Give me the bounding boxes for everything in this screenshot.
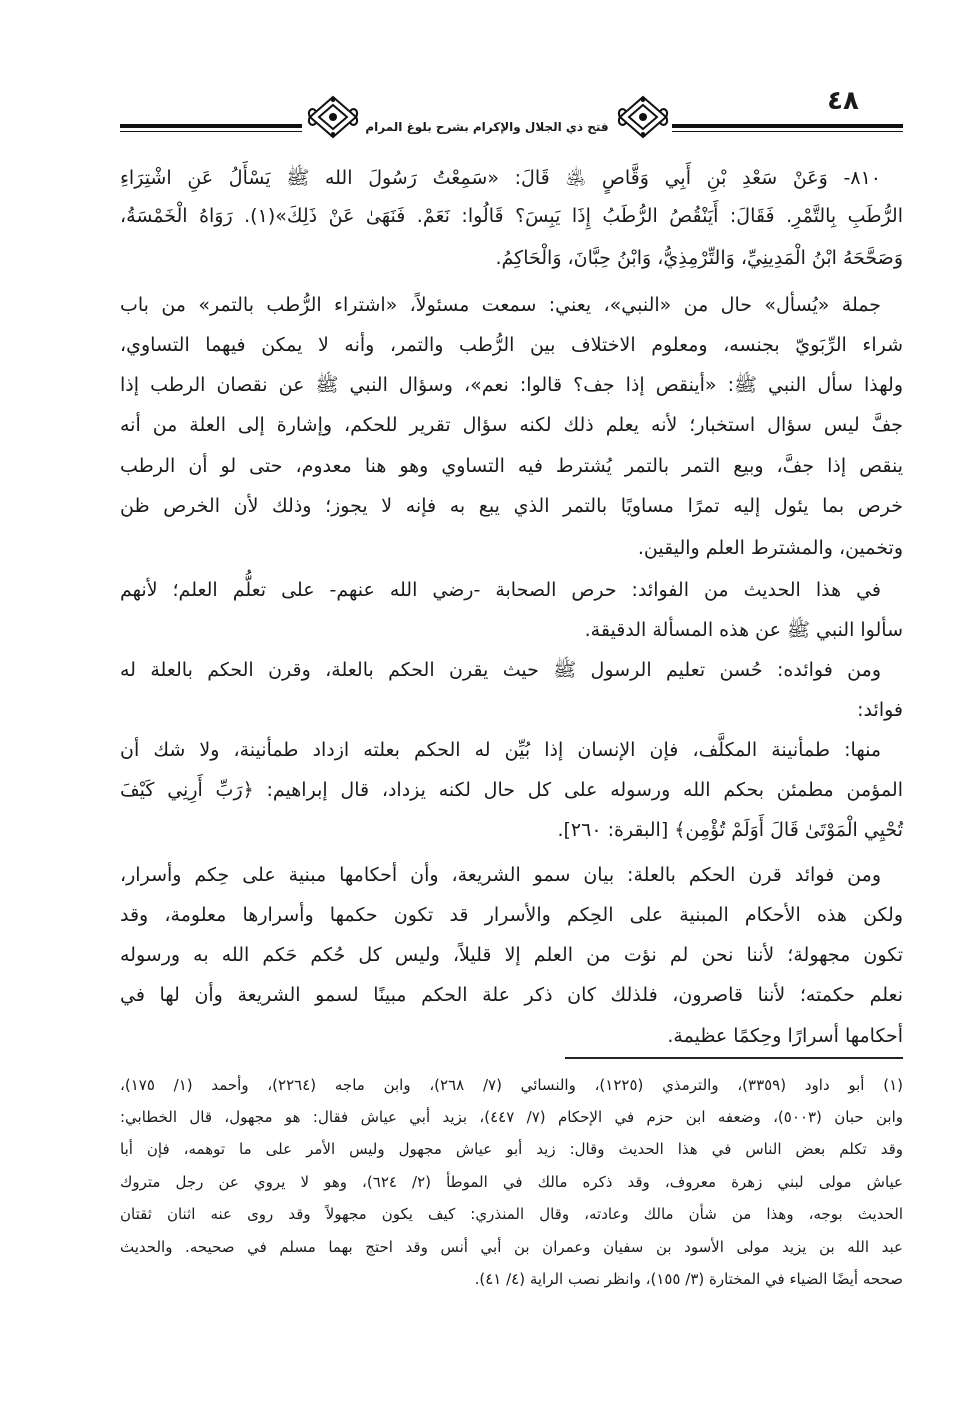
hadith-line: الرُّطَبِ بِالتَّمْرِ. فَقَالَ: أَيَنْقُصُ الرُّطَبُ إِذَا يَبِسَ؟ قَالُوا: نَعَمْ. فَنَهَىٰ عَنْ ذَلِكَ»(١). رَوَاهُ الْخَمْسَةُ،	[120, 205, 904, 227]
header-rule-left	[120, 124, 302, 128]
footnote-line: (١) أبو داود (٣٣٥٩)، والترمذي (١٢٢٥)، والنسائي (٧/ ٢٦٨)، وابن ماجه (٢٢٦٤)، وأحمد (١/ ١٧٥)،	[120, 1076, 904, 1094]
body-line: منها: طمأنينة المكلَّف، فإن الإنسان إذا بُيِّن له الحكم بعلته ازداد طمأنينة، ولا شك أن	[120, 739, 881, 761]
footnote-line: عبد الله بن يزيد مولى الأسود بن سفيان وعمران بن أبي أنس وقد احتج بهما مسلم في صحيحه. والحديث	[120, 1238, 903, 1256]
book-title: فتح ذي الجلال والإكرام بشرح بلوغ المرام	[365, 120, 609, 134]
hadith-line: وَصَحَّحَهُ ابْنُ الْمَدِينِيِّ، وَالتِّرْمِذِيُّ، وَابْنُ حِبَّانَ، وَالْحَاكِمُ.	[495, 247, 903, 269]
footnote-line: صححه أيضًا الضياء في المختارة (٣/ ١٥٥)، وانظر نصب الراية (٤/ ٤١).	[474, 1270, 903, 1288]
body-line: تكون مجهولة؛ لأننا نحن لم نؤت من العلم إلا قليلاً، وليس كل حُكم حَكم الله به ورسوله	[120, 944, 903, 966]
body-line: جفَّ ليس سؤال استخبار؛ لأنه يعلم ذلك لكنه سؤال تقرير للحكم، وإشارة إلى العلة من أنه	[120, 414, 903, 436]
body-line: نعلم حكمته؛ لأننا قاصرون، فلذلك كان ذكر علة الحكم مبينًا لسمو الشريعة وأن لها في	[120, 984, 903, 1006]
page-number: ٤٨	[827, 86, 859, 116]
body-line: المؤمن مطمئن بحكم الله ورسوله على كل حال لكنه يزداد، قال إبراهيم: ﴿رَبِّ أَرِنِي كَيْفَ	[120, 779, 903, 801]
footnote-line: الحديث بوجه، وهذا من شأن مالك وعادته، وقال المنذري: كيف يكون مجهولاً وقد روى عنه اثنان ثقتان	[120, 1205, 903, 1223]
body-line: ولهذا سأل النبي ﷺ: «أينقص إذا جف؟ قالوا: نعم»، وسؤال النبي ﷺ عن نقصان الرطب إذا	[120, 374, 903, 396]
quran-verse-line: تُحْيِي الْمَوْتَىٰ قَالَ أَوَلَمْ تُؤْمِن﴾ [البقرة: ٢٦٠].	[557, 819, 903, 841]
ornament-right-icon	[614, 94, 672, 140]
body-line: جملة «يُسأل» حال من «النبي»، يعني: سمعت مسئولاً، «اشتراء الرُّطب بالتمر» من باب	[120, 294, 881, 316]
body-line: ينقص إذا جفَّ، وبيع التمر بالتمر يُشترط فيه التساوي وهو هنا معدوم، حتى لو أن الرطب	[120, 455, 903, 477]
ornament-left-icon	[304, 94, 362, 140]
body-line: سألوا النبي ﷺ عن هذه المسألة الدقيقة.	[584, 619, 903, 641]
header-rule-right-thin	[672, 131, 903, 132]
header-rule-left-thin	[120, 131, 302, 132]
body-line: في هذا الحديث من الفوائد: حرص الصحابة -رضي الله عنهم- على تعلُّم العلم؛ لأنهم	[120, 579, 881, 601]
hadith-line: ٨١٠- وَعَنْ سَعْدِ بْنِ أَبِي وَقَّاصٍ ﵁ قَالَ: «سَمِعْتُ رَسُولَ الله ﷺ يَسْأَلُ عَنِ اشْتِرَاءِ	[120, 167, 881, 189]
body-line: فوائد:	[857, 699, 903, 721]
footnote-separator	[565, 1057, 903, 1059]
footnote-line: وابن حبان (٥٠٠٣)، وضعفه ابن حزم في الإحكام (٧/ ٤٤٧)، بزيد أبي عياش فقال: هو مجهول، قال الخطابي:	[120, 1108, 904, 1126]
body-line: ومن فوائد قرن الحكم بالعلة: بيان سمو الشريعة، وأن أحكامها مبنية على حِكم وأسرار،	[120, 864, 881, 886]
body-line: ولكن هذه الأحكام المبنية على الحِكم والأسرار قد تكون حكمها وأسرارها معلومة، وقد	[120, 904, 903, 926]
body-line: ومن فوائده: حُسن تعليم الرسول ﷺ حيث يقرن الحكم بالعلة، وقرن الحكم بالعلة له	[120, 659, 881, 681]
body-line: شراء الرِّبَويّ بجنسه، ومعلوم الاختلاف بين الرُّطب والتمر، وأنه لا يمكن فيهما التساوي،	[120, 334, 903, 356]
body-line: خرص بما يئول إليه تمرًا مساويًا بالتمر الذي يبع به فإنه لا يجوز؛ وذلك لأن الخرص ظن	[120, 495, 903, 517]
body-line: أحكامها أسرارًا وحِكمًا عظيمة.	[667, 1025, 903, 1047]
header-rule-right	[672, 124, 903, 128]
footnote-line: وقد تكلم بعض الناس في هذا الحديث وقال: زيد أبو عياش مجهول وليس الأمر على ما توهمه، فإن أبا	[120, 1140, 903, 1158]
footnote-line: عياش مولى لبني زهرة معروف، وقد ذكره مالك في الموطأ (٢/ ٦٢٤)، وهو لا يروي عن رجل متروك	[120, 1173, 903, 1191]
body-line: وتخمين، والمشترط العلم واليقين.	[637, 537, 903, 559]
